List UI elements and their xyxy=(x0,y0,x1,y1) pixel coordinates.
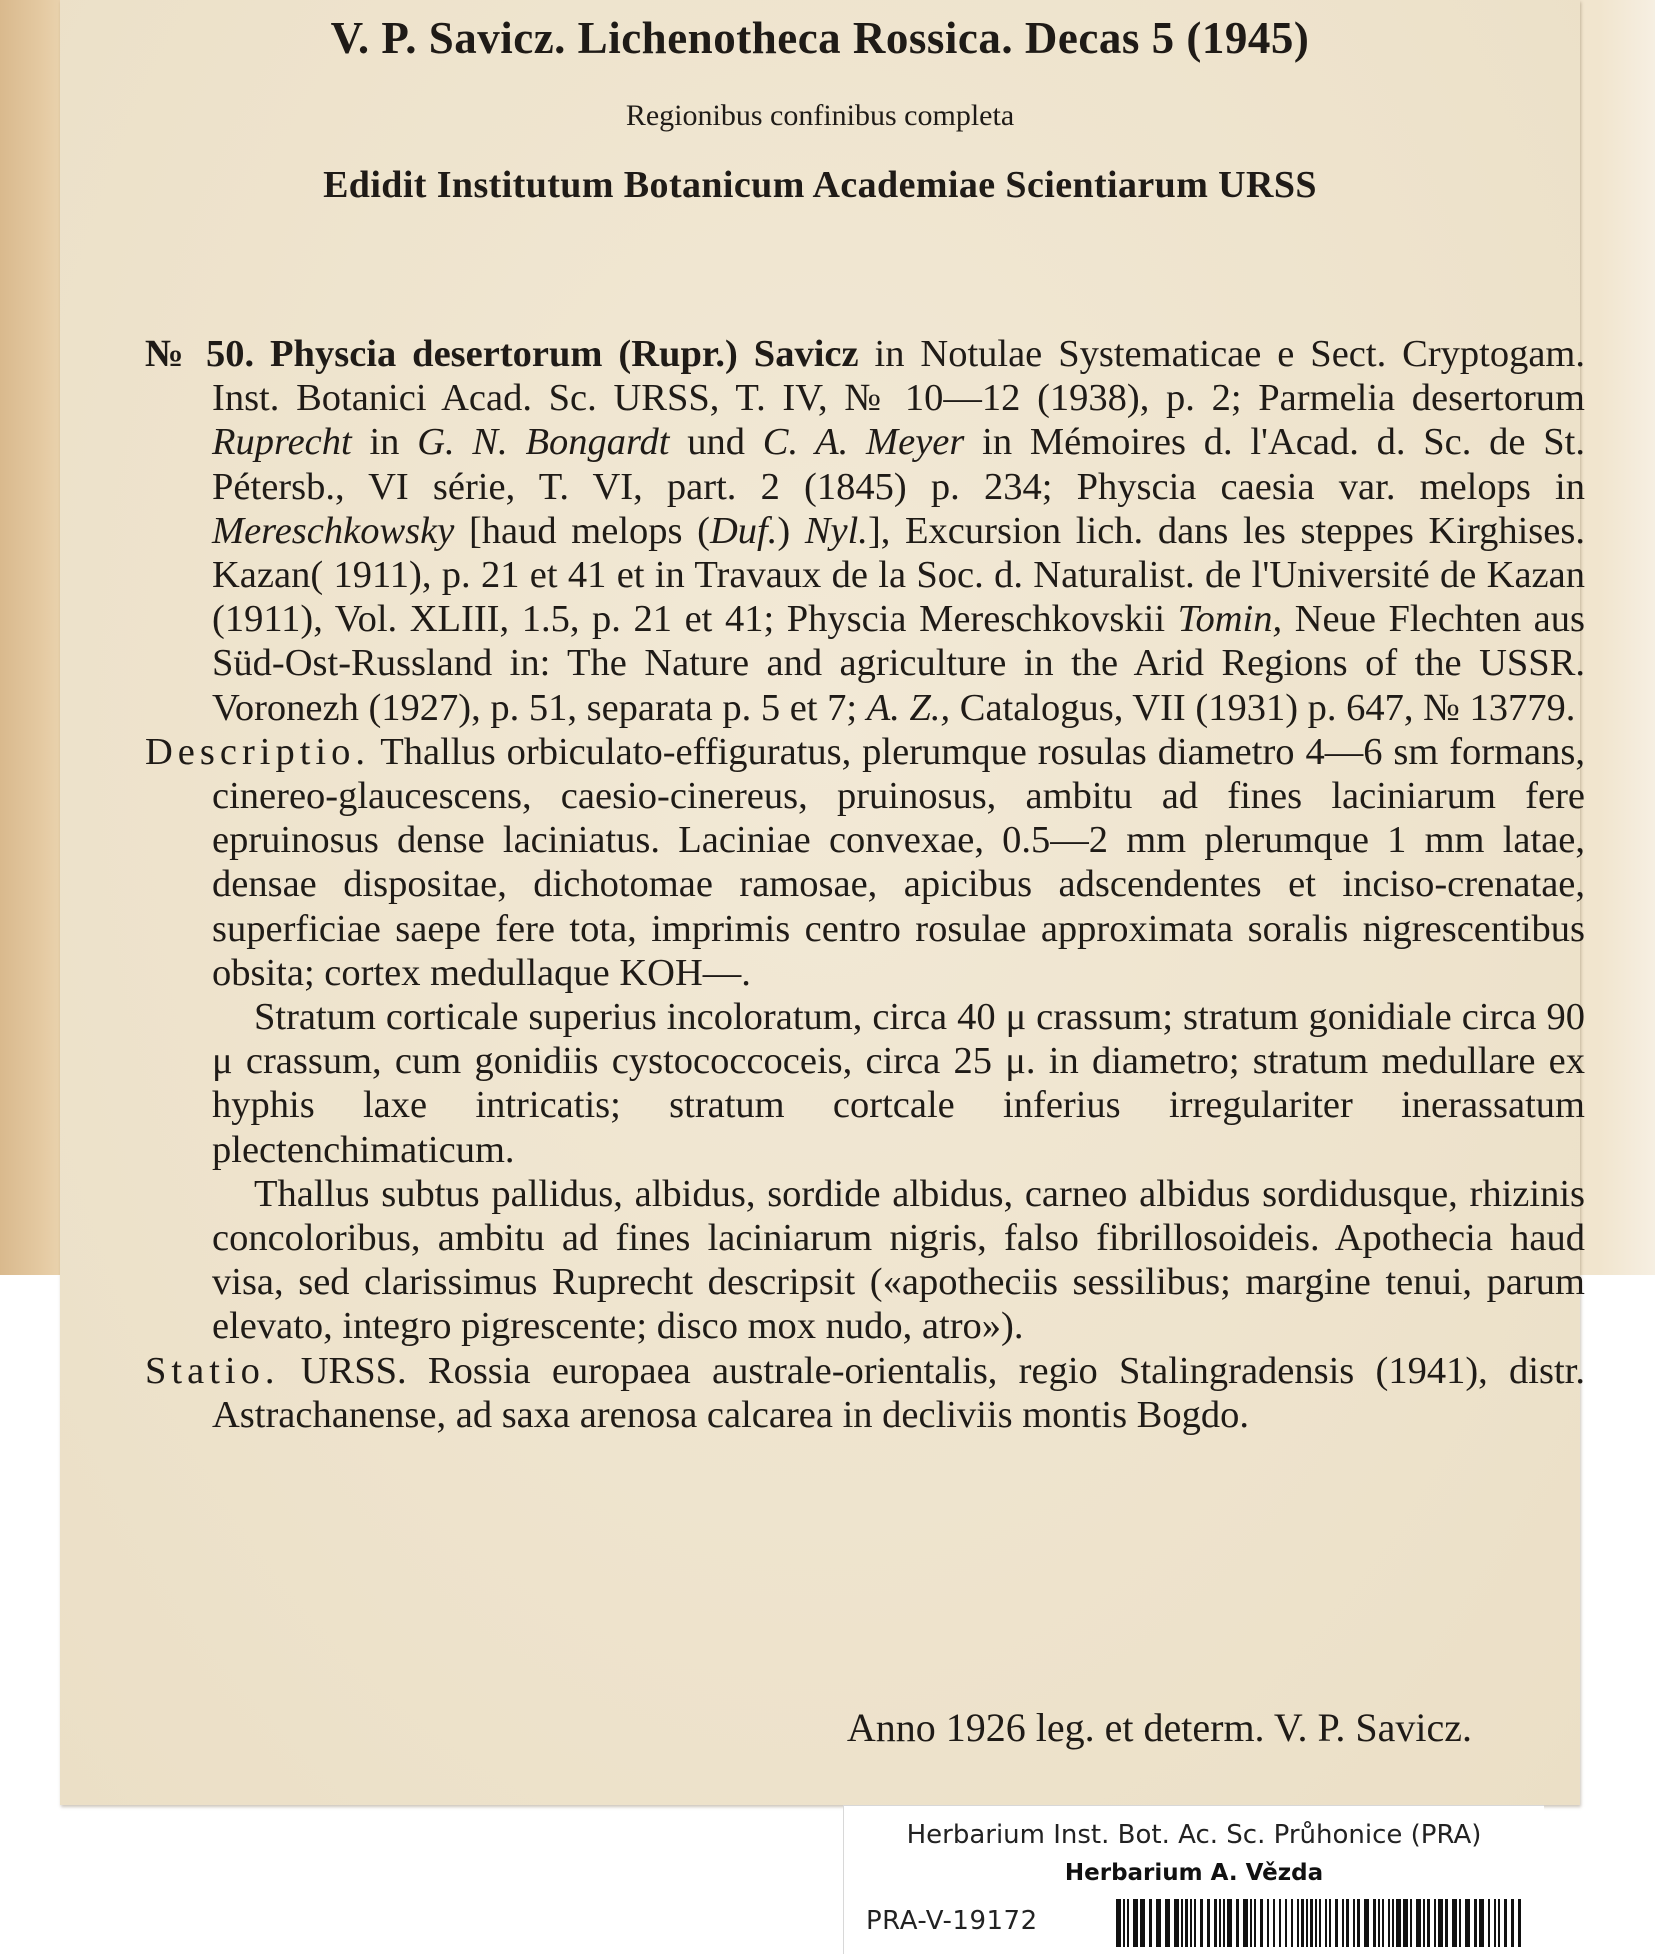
barcode-bar xyxy=(1438,1899,1443,1947)
publisher-line: Edidit Institutum Botanicum Academiae Scientiarum URSS xyxy=(323,164,1317,206)
barcode-bar xyxy=(1315,1899,1317,1947)
label-body xyxy=(145,332,1585,1437)
barcode-bar xyxy=(1250,1899,1252,1947)
barcode-bar xyxy=(1185,1899,1188,1947)
barcode-bar xyxy=(1260,1899,1263,1947)
barcode-bar xyxy=(1498,1899,1500,1947)
taxon-name: Physcia desertorum (Rupr.) Savicz xyxy=(270,333,859,375)
barcode-bar xyxy=(1423,1899,1425,1947)
barcode-bar xyxy=(1127,1899,1129,1947)
barcode-bar xyxy=(1445,1899,1448,1947)
barcode-bar xyxy=(1392,1899,1394,1947)
barcode-bar xyxy=(1364,1899,1369,1947)
label-subtitle: Regionibus confinibus completa xyxy=(625,99,1015,132)
underside-paragraph: Thallus subtus pallidus, albidus, sordide albidus, carneo albidus sordidusque, rhizinis concoloribus, ambitu ad fines laciniarum nigris, falso fibrillosoideis. Apothecia haud visa, sed clarissimus Ruprecht descripsit («apotheciis sessilibus; margine tenui, parum elevato, integro pigrescente; disco mox nudo, atro»). xyxy=(212,1172,1585,1348)
barcode-bar xyxy=(1357,1899,1360,1947)
barcode-bar xyxy=(1243,1899,1248,1947)
specimen-label xyxy=(60,0,1586,1805)
description-paragraph: Descriptio. Thallus orbiculato-effiguratus, plerumque rosulas diametro 4—6 sm formans, cinereo-glaucescens, caesio-cinereus, pruinosus, ambitu ad fines laciniarum fere epruinosus dense laciniatus. Laciniae convexae, 0.5—2 mm plerumque 1 mm latae, densae dispositae, dichotomae ramosae, apicibus adscendentes et inciso-crenatae, superficiae saepe fere tota, imprimis centro rosulae approximata soralis nigrescentibus obsita; cortex medullaque KOH—. xyxy=(145,730,1585,994)
barcode-bar xyxy=(1165,1899,1170,1947)
barcode-bar xyxy=(1273,1899,1275,1947)
barcode-bar xyxy=(1267,1899,1269,1947)
collector-line: Anno 1926 leg. et determ. V. P. Savicz. xyxy=(846,1705,1472,1750)
barcode-bar xyxy=(1373,1899,1376,1947)
barcode-bar xyxy=(1382,1899,1384,1947)
barcode-bar xyxy=(1325,1899,1327,1947)
barcode-bar xyxy=(1207,1899,1210,1947)
barcode-icon xyxy=(1116,1899,1526,1947)
entry-number: № 50. xyxy=(145,333,255,375)
institution-name: Herbarium Inst. Bot. Ac. Sc. Průhonice (PRA) xyxy=(906,1820,1482,1850)
barcode-bar xyxy=(1227,1899,1232,1947)
barcode-bar xyxy=(1291,1899,1293,1947)
barcode-bar xyxy=(1116,1899,1121,1947)
barcode-bar xyxy=(1511,1899,1514,1947)
barcode-bar xyxy=(1353,1899,1355,1947)
barcode-bar xyxy=(1427,1899,1430,1947)
barcode-bar xyxy=(1156,1899,1161,1947)
statio-heading: Statio. xyxy=(145,1349,280,1392)
barcode-bar xyxy=(1329,1899,1331,1947)
barcode-bar xyxy=(1133,1899,1138,1947)
barcode-bar xyxy=(1518,1899,1521,1947)
series-title: V. P. Savicz. Lichenotheca Rossica. Decas 5 (1945) xyxy=(330,13,1310,63)
anatomy-paragraph: Stratum corticale superius incoloratum, circa 40 μ crassum; stratum gonidiale circa 90 μ crassum, cum gonidiis cystococcoceis, circa 25 μ. in diametro; stratum medullare ex hyphis laxe intricatis; stratum cortcale inferius irregulariter inerassatum plectenchimaticum. xyxy=(212,996,1585,1171)
barcode-bar xyxy=(1297,1899,1299,1947)
barcode-bar xyxy=(1200,1899,1203,1947)
barcode-bar xyxy=(1190,1899,1192,1947)
barcode-bar xyxy=(1214,1899,1217,1947)
barcode-bar xyxy=(1459,1899,1461,1947)
barcode-bar xyxy=(1434,1899,1436,1947)
barcode-bar xyxy=(1388,1899,1390,1947)
herbarium-sticker xyxy=(843,1805,1544,1954)
barcode-bar xyxy=(1479,1899,1484,1947)
barcode-bar xyxy=(1279,1899,1281,1947)
barcode-bar xyxy=(1403,1899,1408,1947)
barcode-bar xyxy=(1335,1899,1338,1947)
barcode-bar xyxy=(1346,1899,1349,1947)
locality-paragraph: Statio. URSS. Rossia europaea australe-orientalis, regio Stalingradensis (1941), distr. Astrachanense, ad saxa arenosa calcarea in decliviis montis Bogdo. xyxy=(145,1349,1585,1436)
barcode-bar xyxy=(1416,1899,1421,1947)
barcode-bar xyxy=(1194,1899,1196,1947)
barcode-bar xyxy=(1219,1899,1221,1947)
barcode-bar xyxy=(1306,1899,1308,1947)
barcode-bar xyxy=(1301,1899,1304,1947)
descriptio-heading: Descriptio. xyxy=(145,730,370,773)
barcode-bar xyxy=(1174,1899,1179,1947)
barcode-bar xyxy=(1494,1899,1496,1947)
barcode-bar xyxy=(1410,1899,1412,1947)
barcode-bar xyxy=(1310,1899,1313,1947)
collection-name: Herbarium A. Vězda xyxy=(1064,1860,1324,1886)
barcode-bar xyxy=(1223,1899,1225,1947)
barcode-bar xyxy=(1319,1899,1321,1947)
barcode-bar xyxy=(1181,1899,1183,1947)
barcode-bar xyxy=(1123,1899,1125,1947)
barcode-bar xyxy=(1396,1899,1401,1947)
barcode-bar xyxy=(1285,1899,1287,1947)
barcode-bar xyxy=(1254,1899,1256,1947)
barcode-bar xyxy=(1474,1899,1477,1947)
barcode-bar xyxy=(1378,1899,1380,1947)
barcode-bar xyxy=(1140,1899,1145,1947)
barcode-bar xyxy=(1342,1899,1344,1947)
barcode-bar xyxy=(1488,1899,1490,1947)
barcode-bar xyxy=(1236,1899,1239,1947)
barcode-bar xyxy=(1452,1899,1457,1947)
barcode-bar xyxy=(1149,1899,1152,1947)
barcode-bar xyxy=(1465,1899,1470,1947)
barcode-bar xyxy=(1504,1899,1507,1947)
entry-citation: № 50. Physcia desertorum (Rupr.) Savicz in Notulae Systematicae e Sect. Cryptogam. Inst. Botanici Acad. Sc. URSS, T. IV, № 10—12 (1938), p. 2; Parmelia desertorum Ruprecht in G. N. Bongardt und C. A. Meyer in Mémoires d. l'Acad. d. Sc. de St. Pétersb., VI série, T. VI, part. 2 (1845) p. 234; Physcia caesia var. melops in Mereschkowsky [haud melops (Duf.) Nyl.], Excursion lich. dans les steppes Kirghises. Kazan( 1911), p. 21 et 41 et in Travaux de la Soc. d. Naturalist. de l'Université de Kazan (1911), Vol. XLIII, 1.5, p. 21 et 41; Physcia Mereschkovskii Tomin, Neue Flechten aus Süd-Ost-Russland in: The Nature and agriculture in the Arid Regions of the USSR. Voronezh (1927), p. 51, separata p. 5 et 7; A. Z., Catalogus, VII (1931) p. 647, № 13779. xyxy=(145,333,1586,729)
specimen-id: PRA-V-19172 xyxy=(866,1906,1038,1936)
